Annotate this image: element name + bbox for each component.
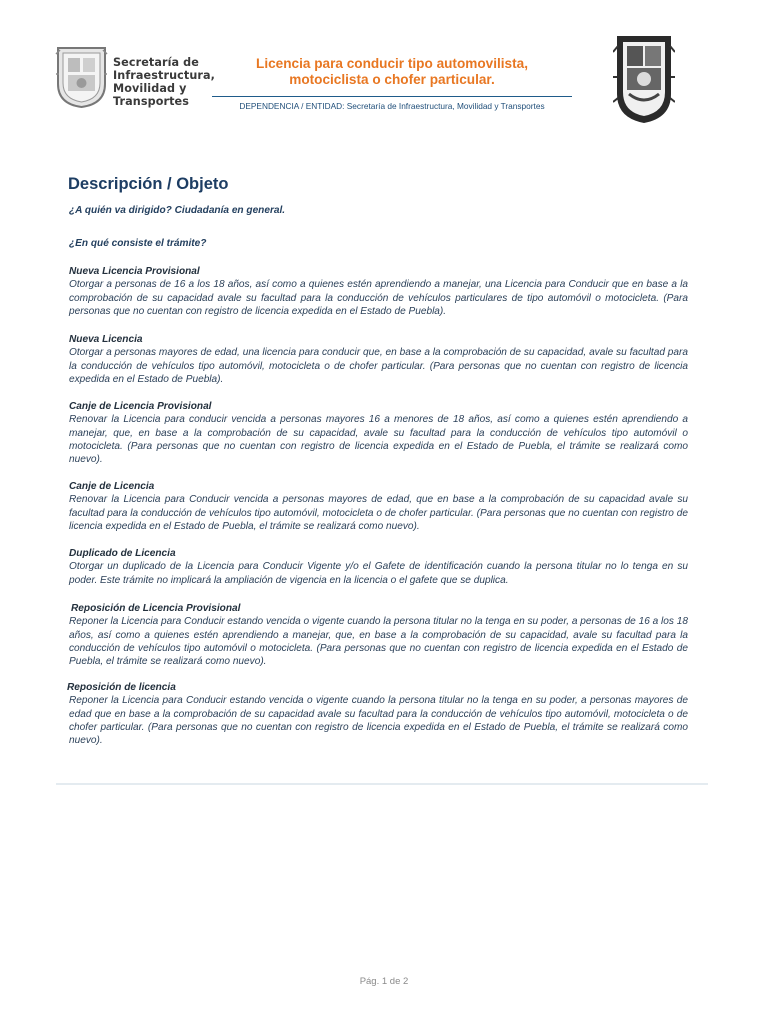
wordmark-line-2: Infraestructura,	[113, 69, 215, 82]
procedure-item	[69, 547, 688, 587]
procedure-item	[69, 480, 688, 533]
wordmark-line-4: Transportes	[113, 95, 189, 108]
item-heading: Reposición de Licencia Provisional	[71, 603, 241, 614]
title-divider	[212, 96, 572, 97]
document-title-line-2: motociclista o chofer particular.	[289, 72, 495, 87]
procedure-item	[69, 333, 688, 386]
page-number: Pág. 1 de 2	[359, 976, 409, 987]
item-heading: Reposición de licencia	[67, 682, 176, 693]
procedure-item	[69, 602, 688, 668]
procedure-item	[69, 400, 688, 466]
page-header	[0, 0, 768, 140]
item-text: Otorgar a personas mayores de edad, una licencia para conducir que, en base a la comprobación de su capacidad, avale su facultad para la conducción de vehículos tipo automóvil, motocicleta o de chofer particular. (Para personas que no cuentan con registro de licencia expedida en el Estado de Puebla).	[69, 347, 688, 385]
item-heading: Nueva Licencia Provisional	[69, 266, 200, 277]
item-heading: Duplicado de Licencia	[69, 548, 176, 559]
item-heading: Canje de Licencia Provisional	[69, 401, 212, 412]
item-text: Otorgar a personas de 16 a los 18 años, así como a quienes estén aprendiendo a manejar, una Licencia para Conducir que en base a la comprobación de su capacidad avale su facultad para la conducción de vehículos particulares de tipo automóvil o motocicleta. (Para personas que no cuentan con registro de licencia expedida en el Estado de Puebla).	[69, 279, 688, 317]
entity-line: DEPENDENCIA / ENTIDAD: Secretaría de Infraestructura, Movilidad y Transportes	[239, 101, 545, 111]
item-text: Reponer la Licencia para Conducir estando vencida o vigente cuando la persona titular no la tenga en su poder, a personas mayores de edad que en base a la comprobación de su capacidad avale su facultad para la conducción de vehículos tipo automóvil, motocicleta o de chofer particular. (Para personas que no cuentan con registro de licencia expedida en el Estado de Puebla, el trámite se realizará como nuevo).	[69, 695, 688, 747]
item-text: Renovar la Licencia para Conducir vencida a personas mayores de edad, que en base a la comprobación de su capacidad avale su facultad para la conducción de vehículos tipo automóvil, motocicleta o de chofer particular. (Para personas que no cuentan con registro de licencia expedida en el Estado de Puebla, el trámite se realizará como nuevo).	[69, 494, 688, 532]
secretaria-wordmark	[113, 56, 213, 108]
section-title: Descripción / Objeto	[68, 175, 229, 193]
document-title-line-1: Licencia para conducir tipo automovilista,	[256, 56, 528, 71]
item-heading: Canje de Licencia	[69, 481, 155, 492]
state-emblem-logo	[54, 44, 109, 109]
procedure-question: ¿En qué consiste el trámite?	[69, 238, 207, 249]
item-heading: Nueva Licencia	[69, 334, 143, 345]
item-text: Otorgar un duplicado de la Licencia para Conducir Vigente y/o el Gafete de identificación cuando la persona titular no lo tenga en su poder. Este trámite no implicará la ampliación de vigencia en la licencia o el gafete que se duplica.	[69, 561, 688, 586]
wordmark-line-1: Secretaría de	[113, 56, 199, 69]
wordmark-line-3: Movilidad y	[113, 82, 187, 95]
document-title	[210, 56, 574, 88]
procedure-item	[69, 265, 688, 318]
item-text: Reponer la Licencia para Conducir estando vencida o vigente cuando la persona titular no la tenga en su poder, a personas de 16 a los 18 años, así como a quienes estén aprendiendo a manejar, que, en base a la comprobación de su capacidad, avale su facultad para la conducción de vehículos tipo automóvil o motocicleta. (Para personas que no cuentan con registro de licencia expedida en el Estado de Puebla, el trámite se realizará como nuevo).	[69, 616, 688, 668]
section-divider	[56, 783, 708, 785]
audience-question: ¿A quién va dirigido? Ciudadanía en general.	[69, 205, 286, 216]
item-text: Renovar la Licencia para conducir vencida a personas mayores 16 a menores de 18 años, así como a quienes estén aprendiendo a manejar, que, en base a la comprobación de su capacidad, avale su facultad para la conducción de vehículos tipo automóvil o motocicleta. (Para personas que no cuentan con registro de licencia expedida en el Estado de Puebla, el trámite se realizará como nuevo).	[69, 414, 688, 466]
puebla-coat-of-arms-logo	[613, 32, 675, 126]
procedure-item	[67, 681, 688, 747]
